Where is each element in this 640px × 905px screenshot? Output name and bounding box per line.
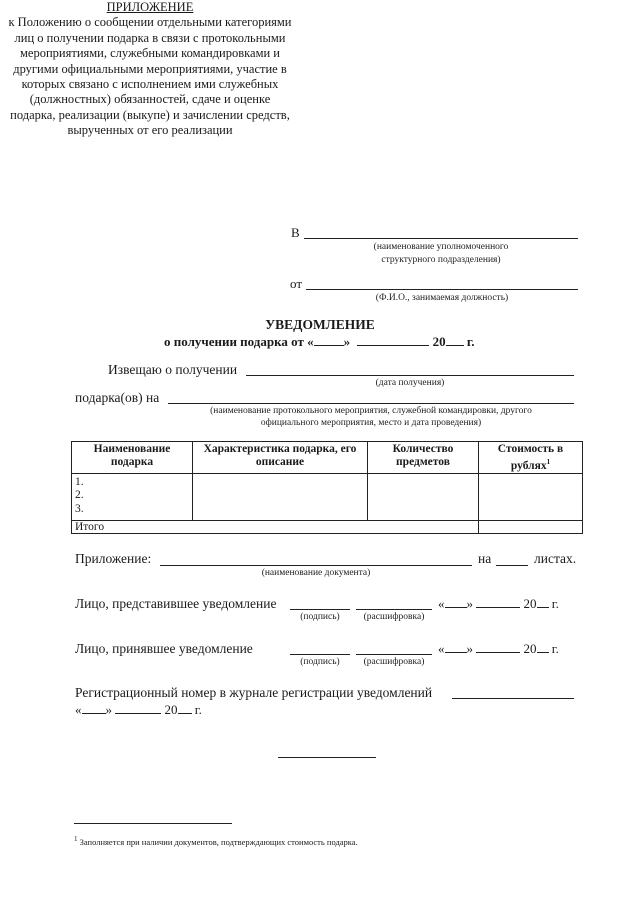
- table-row: [72, 473, 583, 520]
- from-caption: (Ф.И.О., занимаемая должность): [375, 293, 509, 303]
- presenter-year-suffix: г.: [551, 596, 559, 611]
- presenter-quote-close: »: [466, 596, 473, 611]
- notice-text: Извещаю о получении: [108, 362, 238, 377]
- subtitle-text: о получении подарка от «: [164, 334, 314, 349]
- presenter-year-field[interactable]: [537, 607, 549, 608]
- gift-table: [71, 441, 583, 534]
- total-label: Итого: [72, 520, 479, 533]
- appendix-line-2: лиц о получении подарка в связи с протокольными: [14, 30, 286, 45]
- registration-year-prefix: 20: [164, 702, 178, 717]
- registration-label: Регистрационный номер в журнале регистрации уведомлений: [75, 685, 433, 700]
- registration-quote-open: «: [75, 702, 82, 717]
- header-name: Наименование подарка: [72, 442, 193, 474]
- section-divider: [278, 757, 376, 758]
- header-description: Характеристика подарка, его описание: [193, 442, 368, 474]
- presenter-date: [438, 597, 559, 611]
- header-cost: [479, 442, 583, 474]
- subtitle-year-prefix: 20: [432, 334, 446, 349]
- appendix-line-4: другими официальными мероприятиями, участие в: [13, 61, 287, 76]
- registration-month-field[interactable]: [115, 713, 161, 714]
- footnote-number: 1: [74, 835, 78, 843]
- attachment-caption: (наименование документа): [261, 568, 371, 578]
- total-row: [72, 520, 583, 533]
- attachment-on: на: [478, 551, 492, 566]
- appendix-title: ПРИЛОЖЕНИЕ: [106, 0, 194, 14]
- receiver-signature-field[interactable]: [290, 654, 350, 655]
- to-caption-1: (наименование уполномоченного: [373, 242, 509, 252]
- year-field[interactable]: [446, 345, 464, 346]
- attachment-label: Приложение:: [75, 551, 152, 566]
- receipt-date-field[interactable]: [246, 375, 574, 376]
- presenter-decode-caption: (расшифровка): [363, 612, 425, 622]
- receiver-decode-field[interactable]: [356, 654, 432, 655]
- footnote: [74, 834, 358, 848]
- row-number-2: 2.: [75, 489, 84, 502]
- event-caption-1: (наименование протокольного мероприятия, служебной командировки, другого: [210, 406, 532, 416]
- event-caption-2: официального мероприятия, место и дата проведения): [260, 418, 482, 428]
- subtitle-quote-close: »: [343, 334, 351, 349]
- registration-year-suffix: г.: [194, 702, 202, 717]
- appendix-line-7: подарка, реализации (выкупе) и зачислении средств,: [10, 107, 290, 122]
- appendix-line-5: которых связано с исполнением ими служебных: [21, 77, 279, 92]
- row-number-3: 3.: [75, 502, 84, 515]
- sheets-count-field[interactable]: [496, 565, 528, 566]
- attachment-field[interactable]: [160, 565, 472, 566]
- month-field[interactable]: [357, 345, 429, 346]
- quantity-cell[interactable]: [368, 473, 479, 520]
- table-header-row: [72, 442, 583, 474]
- registration-year-field[interactable]: [178, 713, 192, 714]
- header-cost-text: Стоимость в рублях: [497, 443, 564, 472]
- presenter-decode-field[interactable]: [356, 609, 432, 610]
- registration-quote-close: »: [105, 702, 112, 717]
- appendix-line-8: вырученных от его реализации: [67, 123, 233, 138]
- presenter-year-prefix: 20: [523, 596, 537, 611]
- receiver-quote-open: «: [438, 641, 445, 656]
- receiver-date: [438, 642, 559, 656]
- receiver-sign-caption: (подпись): [300, 657, 340, 667]
- gift-text: подарка(ов) на: [75, 390, 160, 405]
- footnote-rule: [74, 823, 232, 824]
- footnote-text: Заполняется при наличии документов, подтверждающих стоимость подарка.: [79, 836, 358, 847]
- notice-title: УВЕДОМЛЕНИЕ: [265, 317, 375, 332]
- receiver-day-field[interactable]: [445, 652, 467, 653]
- presenter-sign-caption: (подпись): [300, 612, 340, 622]
- receiver-month-field[interactable]: [476, 652, 520, 653]
- description-cell[interactable]: [193, 473, 368, 520]
- appendix-line-6: (должностных) обязанностей, сдаче и оценке: [29, 92, 271, 107]
- attachment-sheets: листах.: [534, 551, 577, 566]
- from-label: от: [290, 276, 303, 291]
- registration-number-field[interactable]: [452, 698, 574, 699]
- to-field[interactable]: [304, 238, 578, 239]
- row-number-1: 1.: [75, 475, 84, 488]
- appendix-line-1: к Положению о сообщении отдельными категориями: [8, 15, 292, 30]
- receiver-label: Лицо, принявшее уведомление: [75, 641, 253, 656]
- presenter-signature-field[interactable]: [290, 609, 350, 610]
- day-field[interactable]: [314, 345, 344, 346]
- appendix-block: [0, 0, 300, 139]
- presenter-day-field[interactable]: [445, 607, 467, 608]
- total-cost-cell[interactable]: [479, 520, 583, 533]
- presenter-month-field[interactable]: [476, 607, 520, 608]
- to-label: В: [291, 225, 300, 240]
- from-field[interactable]: [306, 289, 578, 290]
- receiver-year-field[interactable]: [537, 652, 549, 653]
- registration-date: [75, 703, 202, 717]
- subtitle-year-suffix: г.: [466, 334, 475, 349]
- to-caption-2: структурного подразделения): [381, 255, 501, 265]
- receiver-quote-close: »: [466, 641, 473, 656]
- registration-day-field[interactable]: [82, 713, 106, 714]
- event-field[interactable]: [168, 403, 574, 404]
- header-quantity: Количество предметов: [368, 442, 479, 474]
- row-numbers-cell[interactable]: [72, 473, 193, 520]
- presenter-label: Лицо, представившее уведомление: [75, 596, 277, 611]
- notice-subtitle: [164, 335, 475, 349]
- presenter-quote-open: «: [438, 596, 445, 611]
- appendix-line-3: мероприятиями, служебными командировками и: [20, 46, 280, 61]
- cost-cell[interactable]: [479, 473, 583, 520]
- footnote-mark: 1: [546, 458, 551, 466]
- date-caption: (дата получения): [375, 378, 445, 388]
- receiver-year-prefix: 20: [523, 641, 537, 656]
- receiver-decode-caption: (расшифровка): [363, 657, 425, 667]
- receiver-year-suffix: г.: [551, 641, 559, 656]
